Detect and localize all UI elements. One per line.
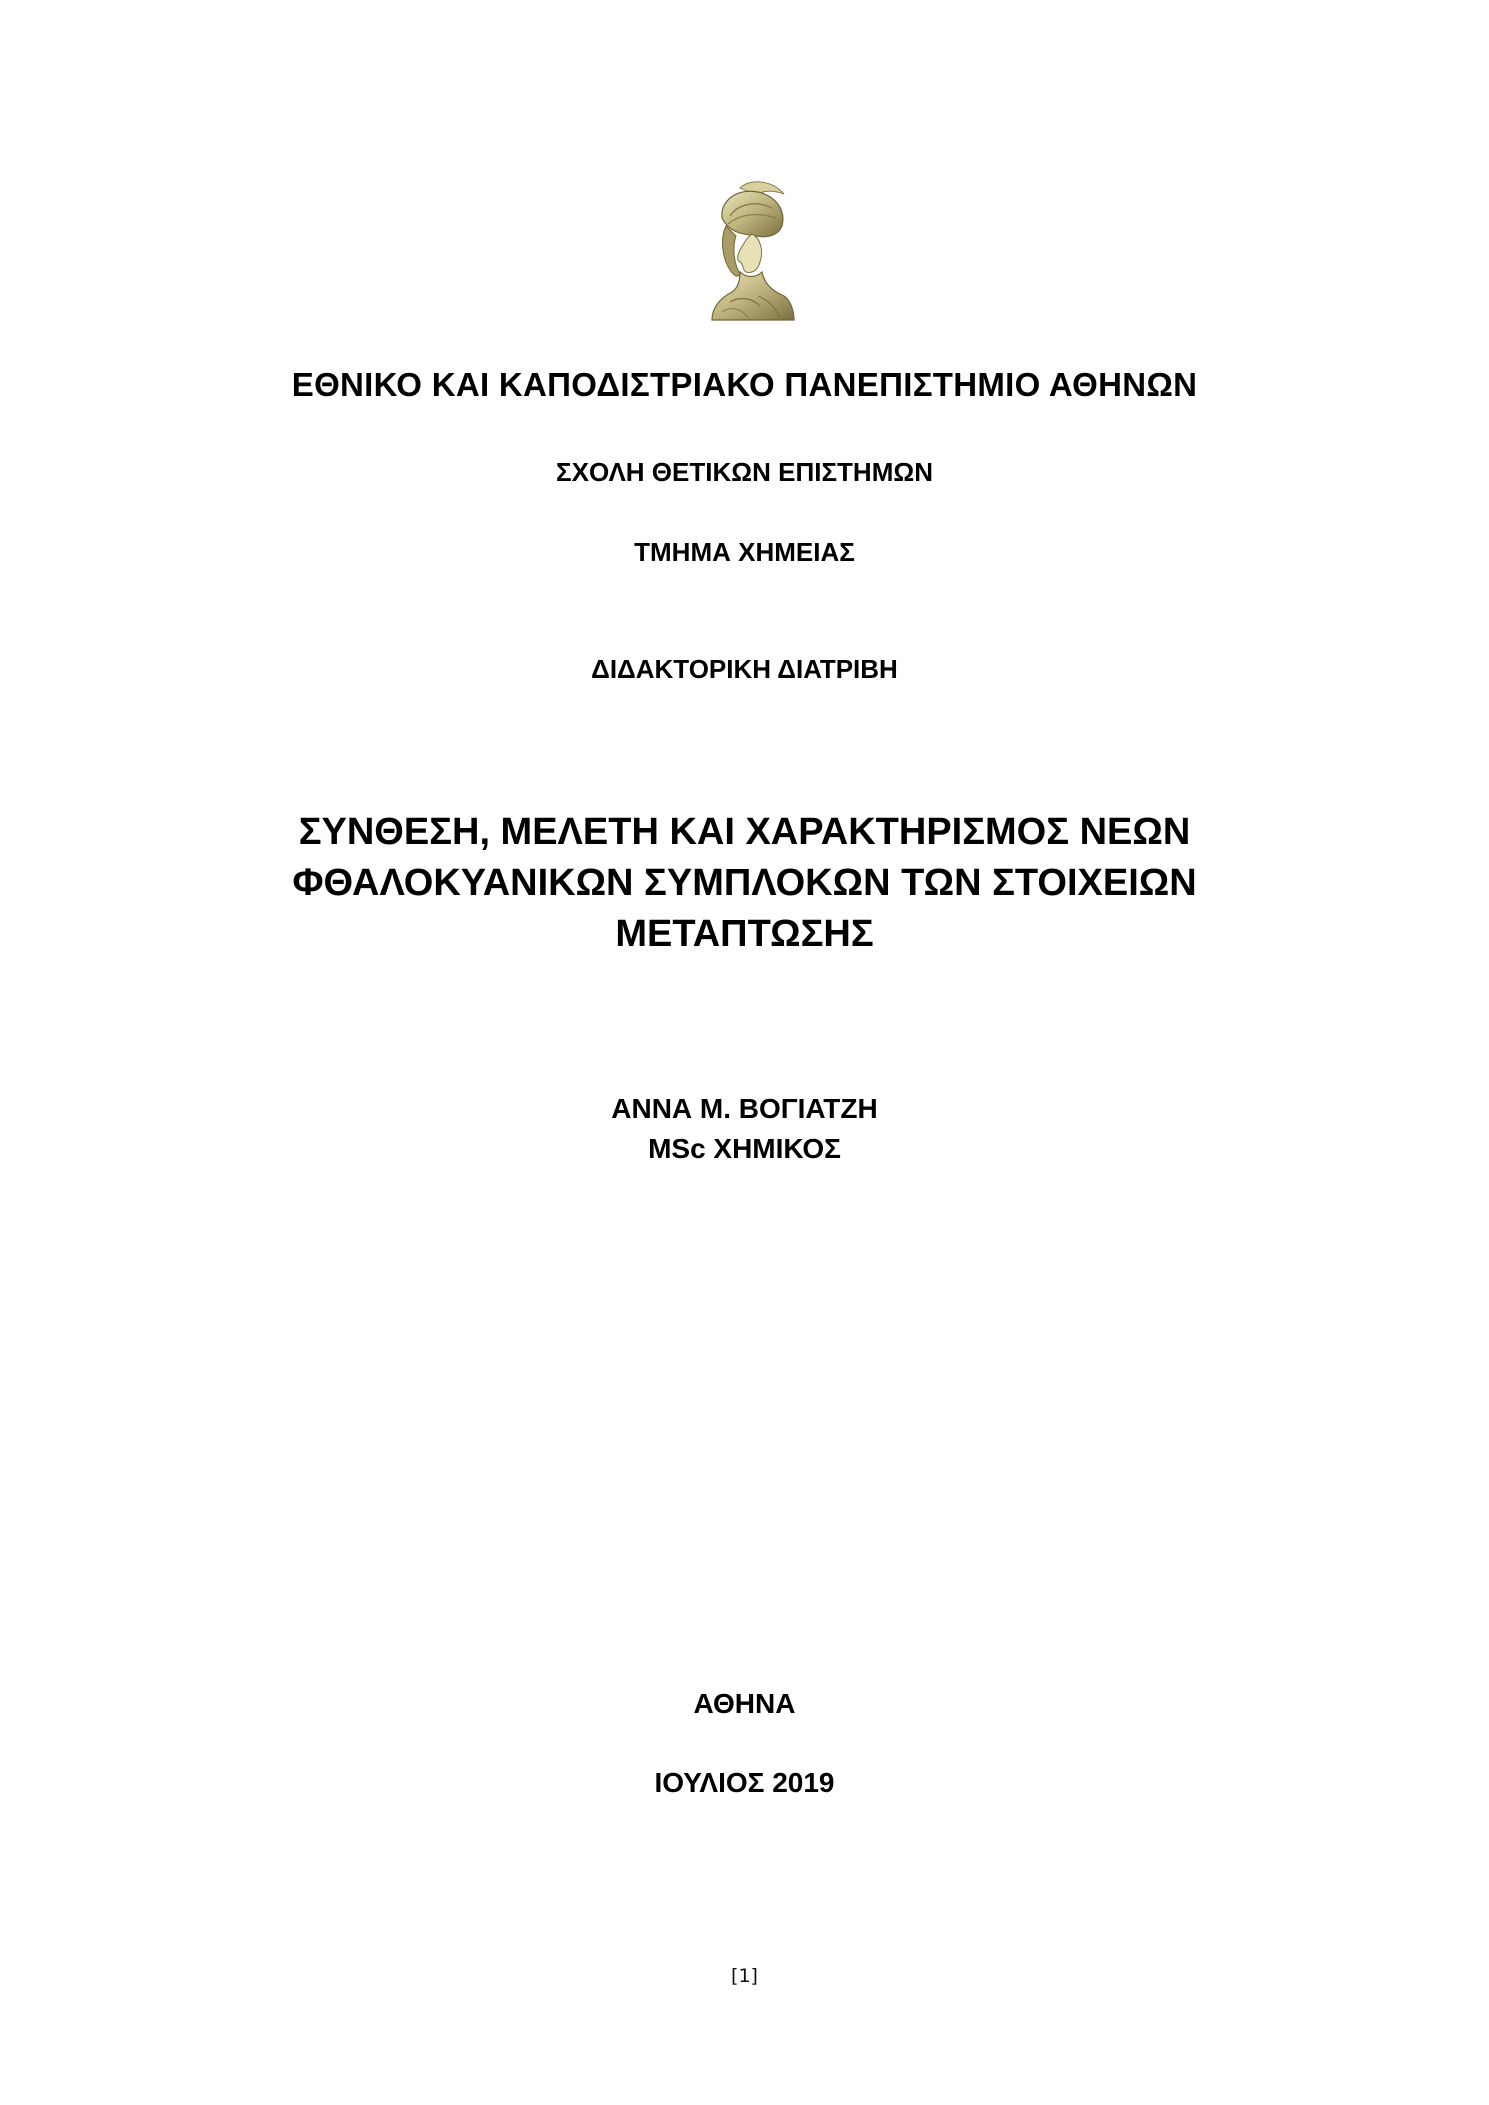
thesis-title-line: ΦΘΑΛΟΚΥΑΝΙΚΩΝ ΣΥΜΠΛΟΚΩΝ ΤΩΝ ΣΤΟΙΧΕΙΩΝ <box>292 862 1197 904</box>
department-name: ΤΜΗΜΑ ΧΗΜΕΙΑΣ <box>634 537 855 567</box>
author-degree: MSc ΧΗΜΙΚΟΣ <box>648 1133 841 1164</box>
thesis-title-line: ΜΕΤΑΠΤΩΣΗΣ <box>615 913 874 955</box>
athena-head-emblem-icon <box>700 178 800 323</box>
school-name: ΣΧΟΛΗ ΘΕΤΙΚΩΝ ΕΠΙΣΤΗΜΩΝ <box>556 457 933 487</box>
city: ΑΘΗΝΑ <box>693 1688 796 1719</box>
author-name: ΑΝΝΑ Μ. ΒΟΓΙΑΤΖΗ <box>611 1093 878 1124</box>
date: ΙΟΥΛΙΟΣ 2019 <box>654 1767 835 1798</box>
thesis-type: ΔΙΔΑΚΤΟΡΙΚΗ ΔΙΑΤΡΙΒΗ <box>591 654 898 684</box>
page-number: [1] <box>731 1965 758 1987</box>
thesis-title-line: ΣΥΝΘΕΣΗ, ΜΕΛΕΤΗ ΚΑΙ ΧΑΡΑΚΤΗΡΙΣΜΟΣ ΝΕΩΝ <box>298 811 1191 853</box>
university-name: ΕΘΝΙΚΟ ΚΑΙ ΚΑΠΟΔΙΣΤΡΙΑΚΟ ΠΑΝΕΠΙΣΤΗΜΙΟ ΑΘΗΝΩΝ <box>291 366 1198 403</box>
thesis-title <box>0 807 1489 960</box>
